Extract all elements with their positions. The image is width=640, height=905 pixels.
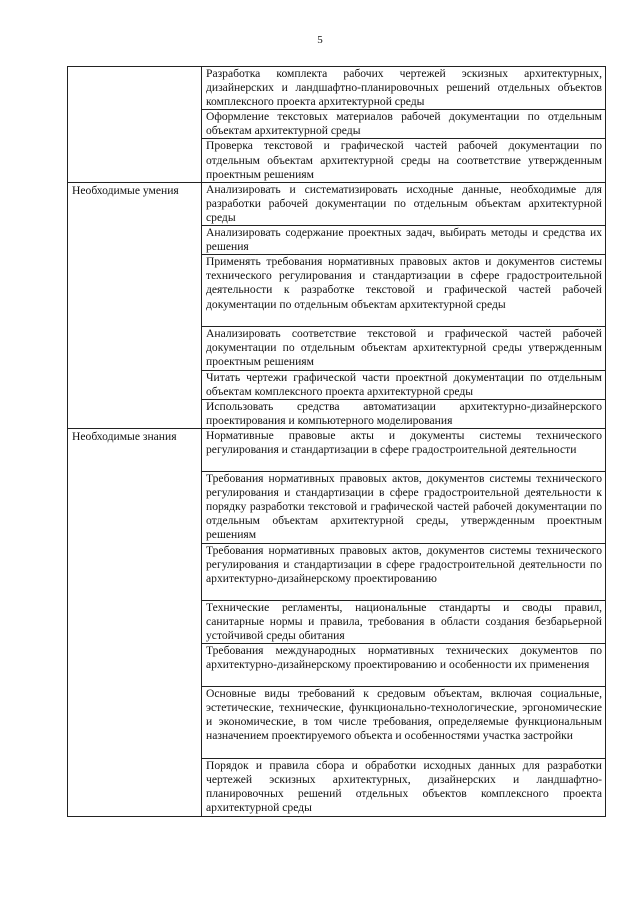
skill-item: Читать чертежи графической части проектной документации по отдельным объектам комплексного проекта архитектурной среды xyxy=(202,370,606,399)
knowledge-item: Требования международных нормативных технических документов по архитектурно-дизайнерскому проектированию и особенности их применения xyxy=(202,644,606,687)
labor-action-item: Разработка комплекта рабочих чертежей эскизных архитектурных, дизайнерских и ландшафтно-планировочных решений отдельных объектов комплексного проекта архитектурной среды xyxy=(202,67,606,110)
knowledge-item: Основные виды требований к средовым объектам, включая социальные, эстетические, технические, функционально-технологические, эргономические и экономические, в том числе требования, определяемые функциональным назначением проектируемого объекта и особенностями участка застройки xyxy=(202,687,606,759)
table-row xyxy=(68,182,606,225)
knowledge-item: Требования нормативных правовых актов, документов системы технического регулирования и стандартизации в сфере градостроительной деятельности к порядку разработки текстовой и графической частей рабочей документации по отдельным объектам архитектурной среды, утвержденным проектным решениям xyxy=(202,471,606,543)
skill-item: Анализировать и систематизировать исходные данные, необходимые для разработки рабочей документации по отдельным объектам архитектурной среды xyxy=(202,182,606,225)
labor-action-item: Проверка текстовой и графической частей рабочей документации по отдельным объектам архитектурной среды на соответствие утвержденным проектным решениям xyxy=(202,139,606,182)
knowledge-item: Нормативные правовые акты и документы системы технического регулирования и стандартизации в сфере градостроительной деятельности xyxy=(202,428,606,471)
skill-item: Использовать средства автоматизации архитектурно-дизайнерского проектирования и компьютерного моделирования xyxy=(202,399,606,428)
labor-action-item: Оформление текстовых материалов рабочей документации по отдельным объектам архитектурной среды xyxy=(202,110,606,139)
skill-item: Применять требования нормативных правовых актов и документов системы технического регулирования и стандартизации в сфере градостроительной деятельности к разработке текстовой и графической частей рабочей документации по отдельным объектам архитектурной среды xyxy=(202,255,606,327)
table-row xyxy=(68,428,606,471)
section-label-knowledge: Необходимые знания xyxy=(68,428,202,816)
section-label-skills: Необходимые умения xyxy=(68,182,202,428)
skill-item: Анализировать соответствие текстовой и графической частей рабочей документации по отдельным объектам архитектурной среды утвержденным проектным решениям xyxy=(202,327,606,370)
section-label-empty xyxy=(68,67,202,183)
table-row xyxy=(68,67,606,110)
knowledge-item: Порядок и правила сбора и обработки исходных данных для разработки чертежей эскизных архитектурных, дизайнерских и ландшафтно-планировочных решений отдельных объектов комплексного проекта архитектурной среды xyxy=(202,759,606,816)
page-number: 5 xyxy=(317,34,323,46)
knowledge-item: Требования нормативных правовых актов, документов системы технического регулирования и стандартизации в сфере градостроительной деятельности по архитектурно-дизайнерскому проектированию xyxy=(202,543,606,600)
knowledge-item: Технические регламенты, национальные стандарты и своды правил, санитарные нормы и правила, требования в области создания безбарьерной устойчивой среды обитания xyxy=(202,600,606,643)
skill-item: Анализировать содержание проектных задач, выбирать методы и средства их решения xyxy=(202,226,606,255)
labor-functions-table xyxy=(67,66,606,817)
